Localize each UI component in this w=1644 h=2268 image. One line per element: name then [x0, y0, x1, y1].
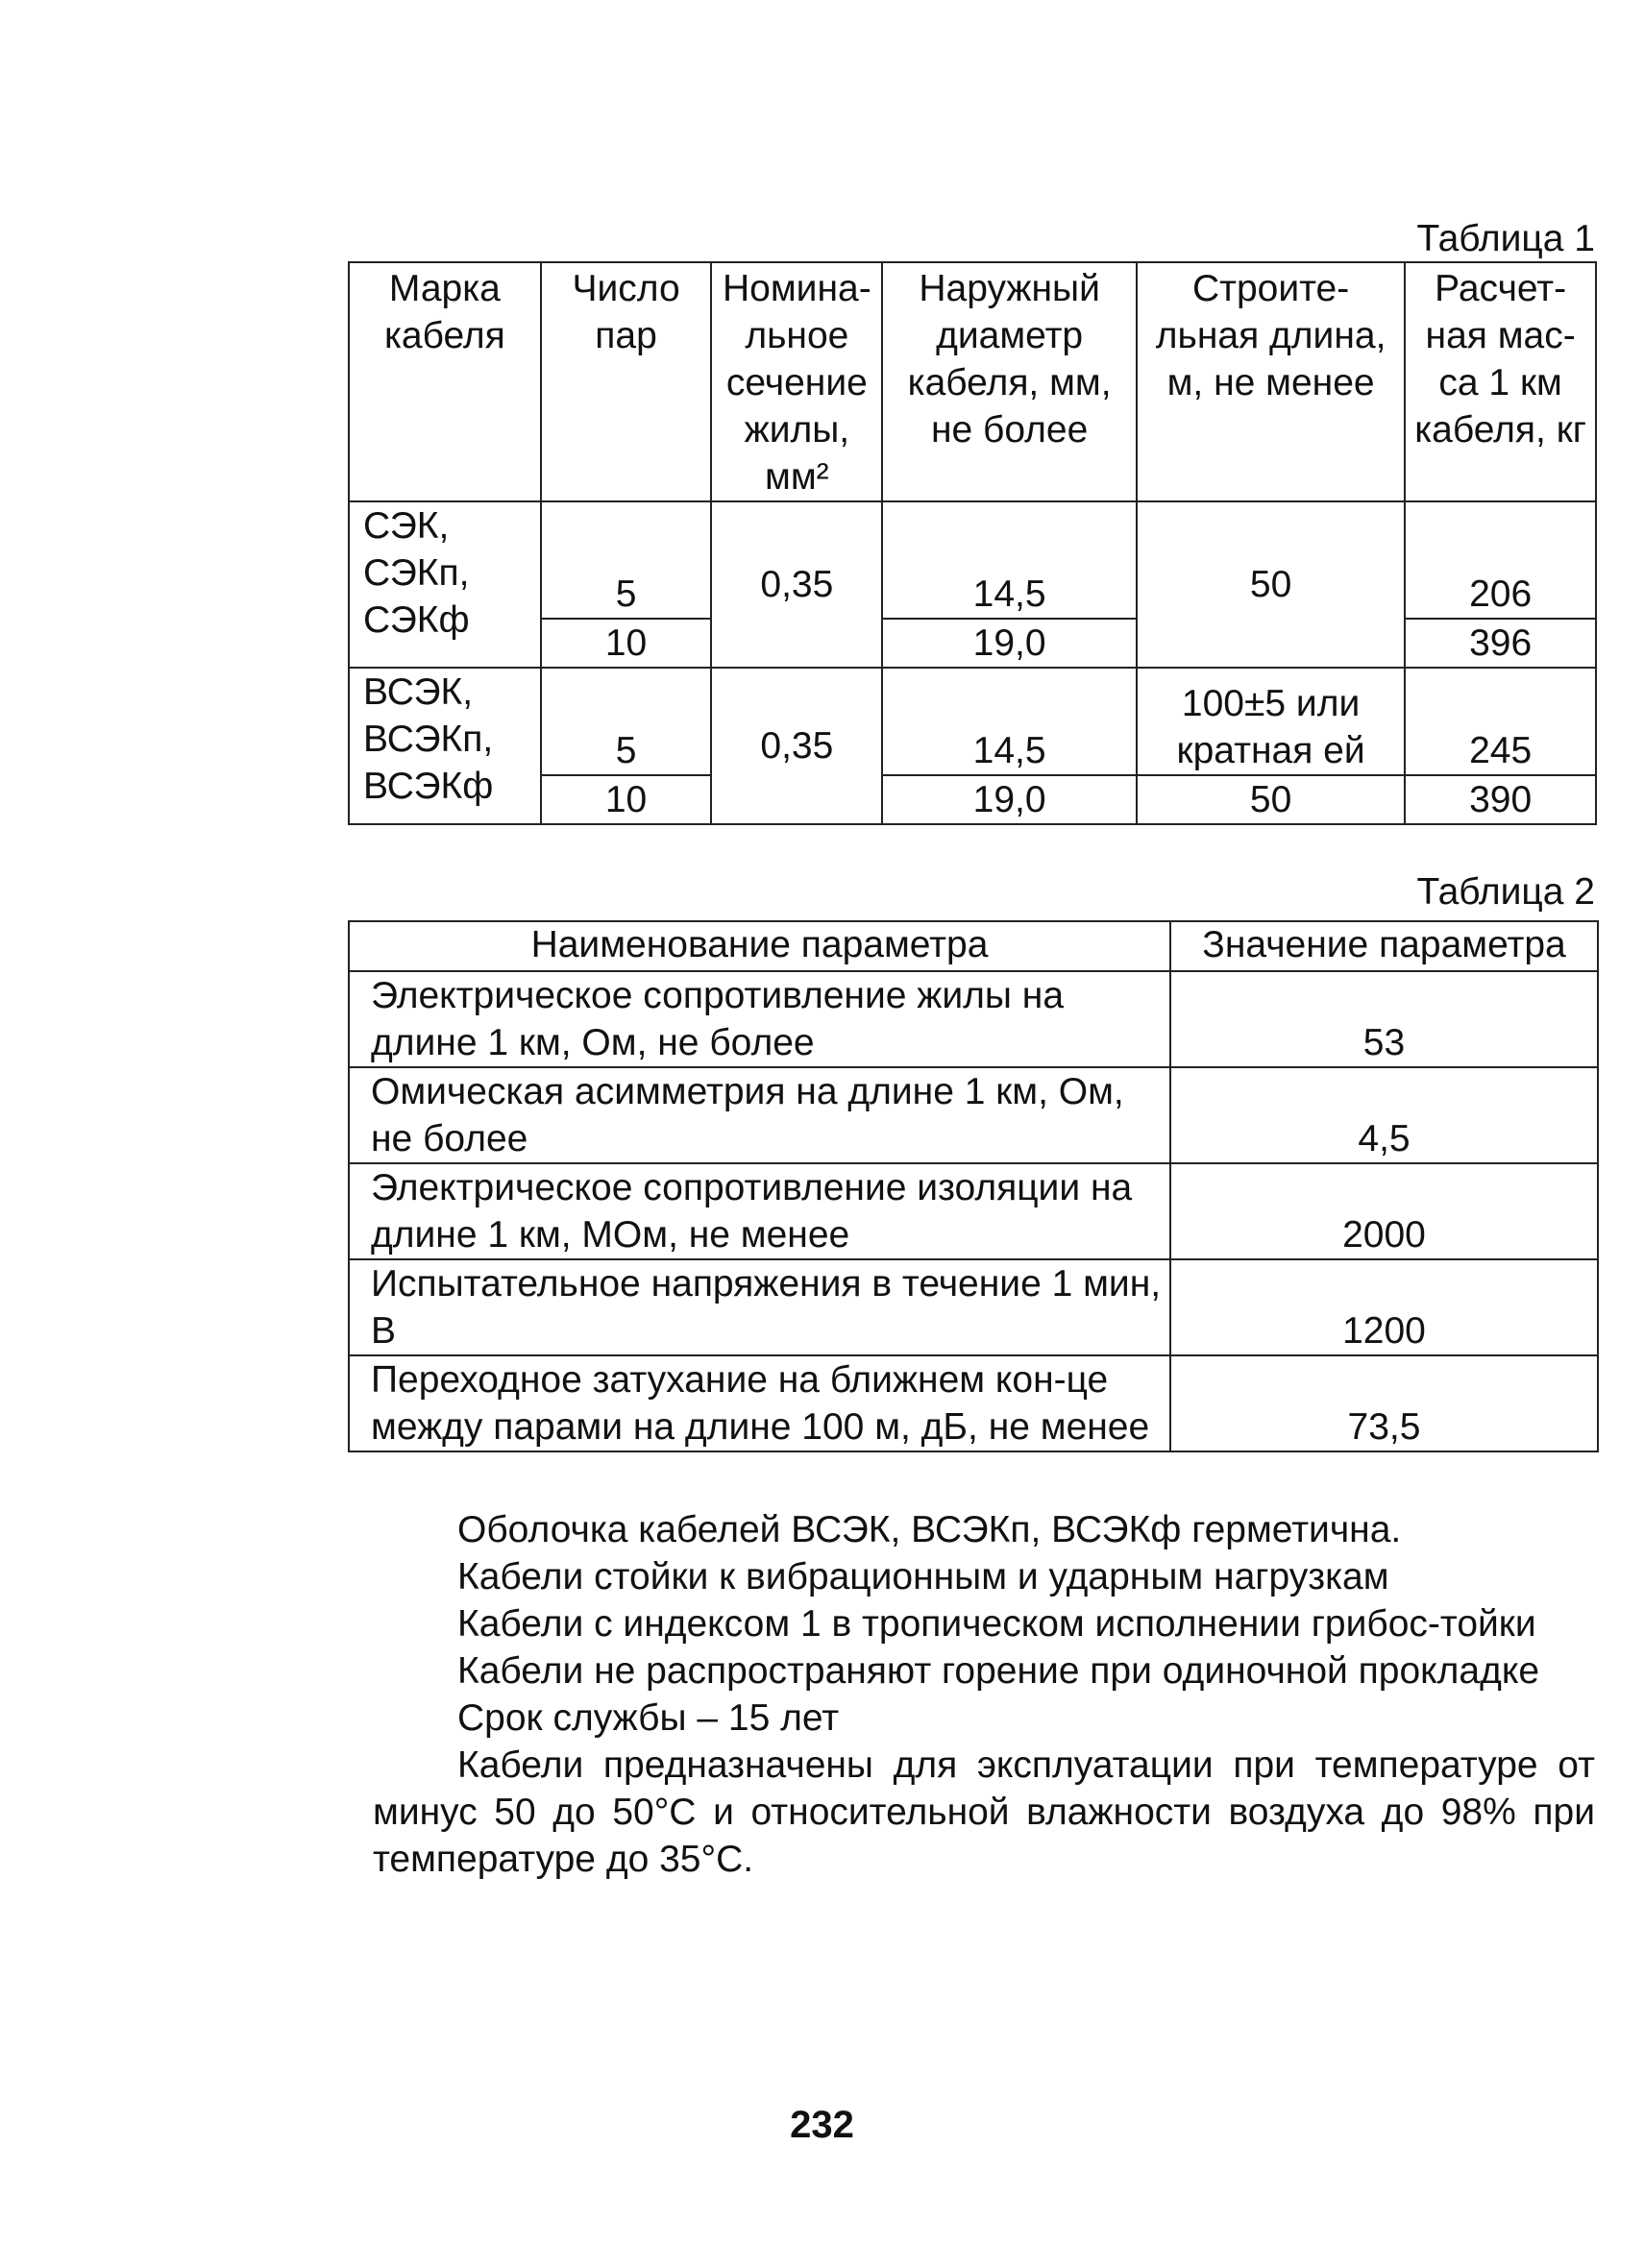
page-number: 232	[790, 2104, 854, 2146]
paragraph: Кабели не распространяют горение при одиночной прокладке	[457, 1650, 1540, 1692]
parameter-value: 1200	[1170, 1259, 1598, 1355]
table-header-row	[349, 262, 1596, 501]
table1-caption: Таблица 1	[1416, 218, 1595, 259]
diameter-cell: 19,0	[882, 619, 1137, 668]
header-cell: Число пар	[541, 262, 712, 501]
parameter-name: Электрическое сопротивление жилы на длине 1 км, Ом, не более	[349, 971, 1170, 1067]
parameter-value: 4,5	[1170, 1067, 1598, 1163]
mass-cell: 396	[1405, 619, 1596, 668]
header-cell: Марка кабеля	[349, 262, 541, 501]
length-cell: 100±5 или кратная ей	[1137, 668, 1405, 775]
section-cell: 0,35	[711, 501, 882, 668]
diameter-cell: 14,5	[882, 668, 1137, 775]
pairs-cell: 10	[541, 619, 712, 668]
table2-caption: Таблица 2	[1416, 871, 1595, 913]
header-cell: Расчет-ная мас-са 1 км кабеля, кг	[1405, 262, 1596, 501]
table-row	[349, 501, 1596, 619]
pairs-cell: 5	[541, 668, 712, 775]
pairs-cell: 10	[541, 775, 712, 824]
table-row	[349, 1067, 1598, 1163]
section-cell: 0,35	[711, 668, 882, 824]
mass-cell: 390	[1405, 775, 1596, 824]
table-row	[349, 971, 1598, 1067]
mass-cell: 206	[1405, 501, 1596, 619]
pairs-cell: 5	[541, 501, 712, 619]
header-cell: Наименование параметра	[349, 921, 1170, 971]
diameter-cell: 14,5	[882, 501, 1137, 619]
body-text	[373, 1506, 1595, 1883]
table-row	[349, 1355, 1598, 1451]
table-row	[349, 668, 1596, 775]
header-cell: Номина-льное сечение жилы, мм²	[711, 262, 882, 501]
parameter-name: Омическая асимметрия на длине 1 км, Ом, не более	[349, 1067, 1170, 1163]
parameter-value: 2000	[1170, 1163, 1598, 1259]
header-cell: Значение параметра	[1170, 921, 1598, 971]
paragraph: Оболочка кабелей ВСЭК, ВСЭКп, ВСЭКф герметична.	[457, 1509, 1402, 1550]
length-cell: 50	[1137, 775, 1405, 824]
parameter-name: Электрическое сопротивление изоляции на длине 1 км, МОм, не менее	[349, 1163, 1170, 1259]
table-row	[349, 1163, 1598, 1259]
table-header-row	[349, 921, 1598, 971]
header-cell: Наружный диаметр кабеля, мм, не более	[882, 262, 1137, 501]
length-cell: 50	[1137, 501, 1405, 668]
paragraph: Кабели предназначены для эксплуатации при температуре от минус 50 до 50°С и относительной влажности воздуха до 98% при температуре до 35°С.	[373, 1744, 1595, 1880]
brand-cell: СЭК, СЭКп, СЭКф	[349, 501, 541, 668]
parameter-name: Испытательное напряжения в течение 1 мин, В	[349, 1259, 1170, 1355]
table-row	[349, 1259, 1598, 1355]
cable-specs-table	[348, 261, 1597, 825]
mass-cell: 245	[1405, 668, 1596, 775]
diameter-cell: 19,0	[882, 775, 1137, 824]
parameters-table	[348, 920, 1599, 1452]
paragraph: Срок службы – 15 лет	[457, 1697, 840, 1739]
paragraph: Кабели с индексом 1 в тропическом исполнении грибос-тойки	[457, 1603, 1536, 1645]
brand-cell: ВСЭК, ВСЭКп, ВСЭКф	[349, 668, 541, 824]
parameter-value: 53	[1170, 971, 1598, 1067]
parameter-name: Переходное затухание на ближнем кон-це между парами на длине 100 м, дБ, не менее	[349, 1355, 1170, 1451]
paragraph: Кабели стойки к вибрационным и ударным нагрузкам	[457, 1556, 1389, 1597]
parameter-value: 73,5	[1170, 1355, 1598, 1451]
header-cell: Строите-льная длина, м, не менее	[1137, 262, 1405, 501]
